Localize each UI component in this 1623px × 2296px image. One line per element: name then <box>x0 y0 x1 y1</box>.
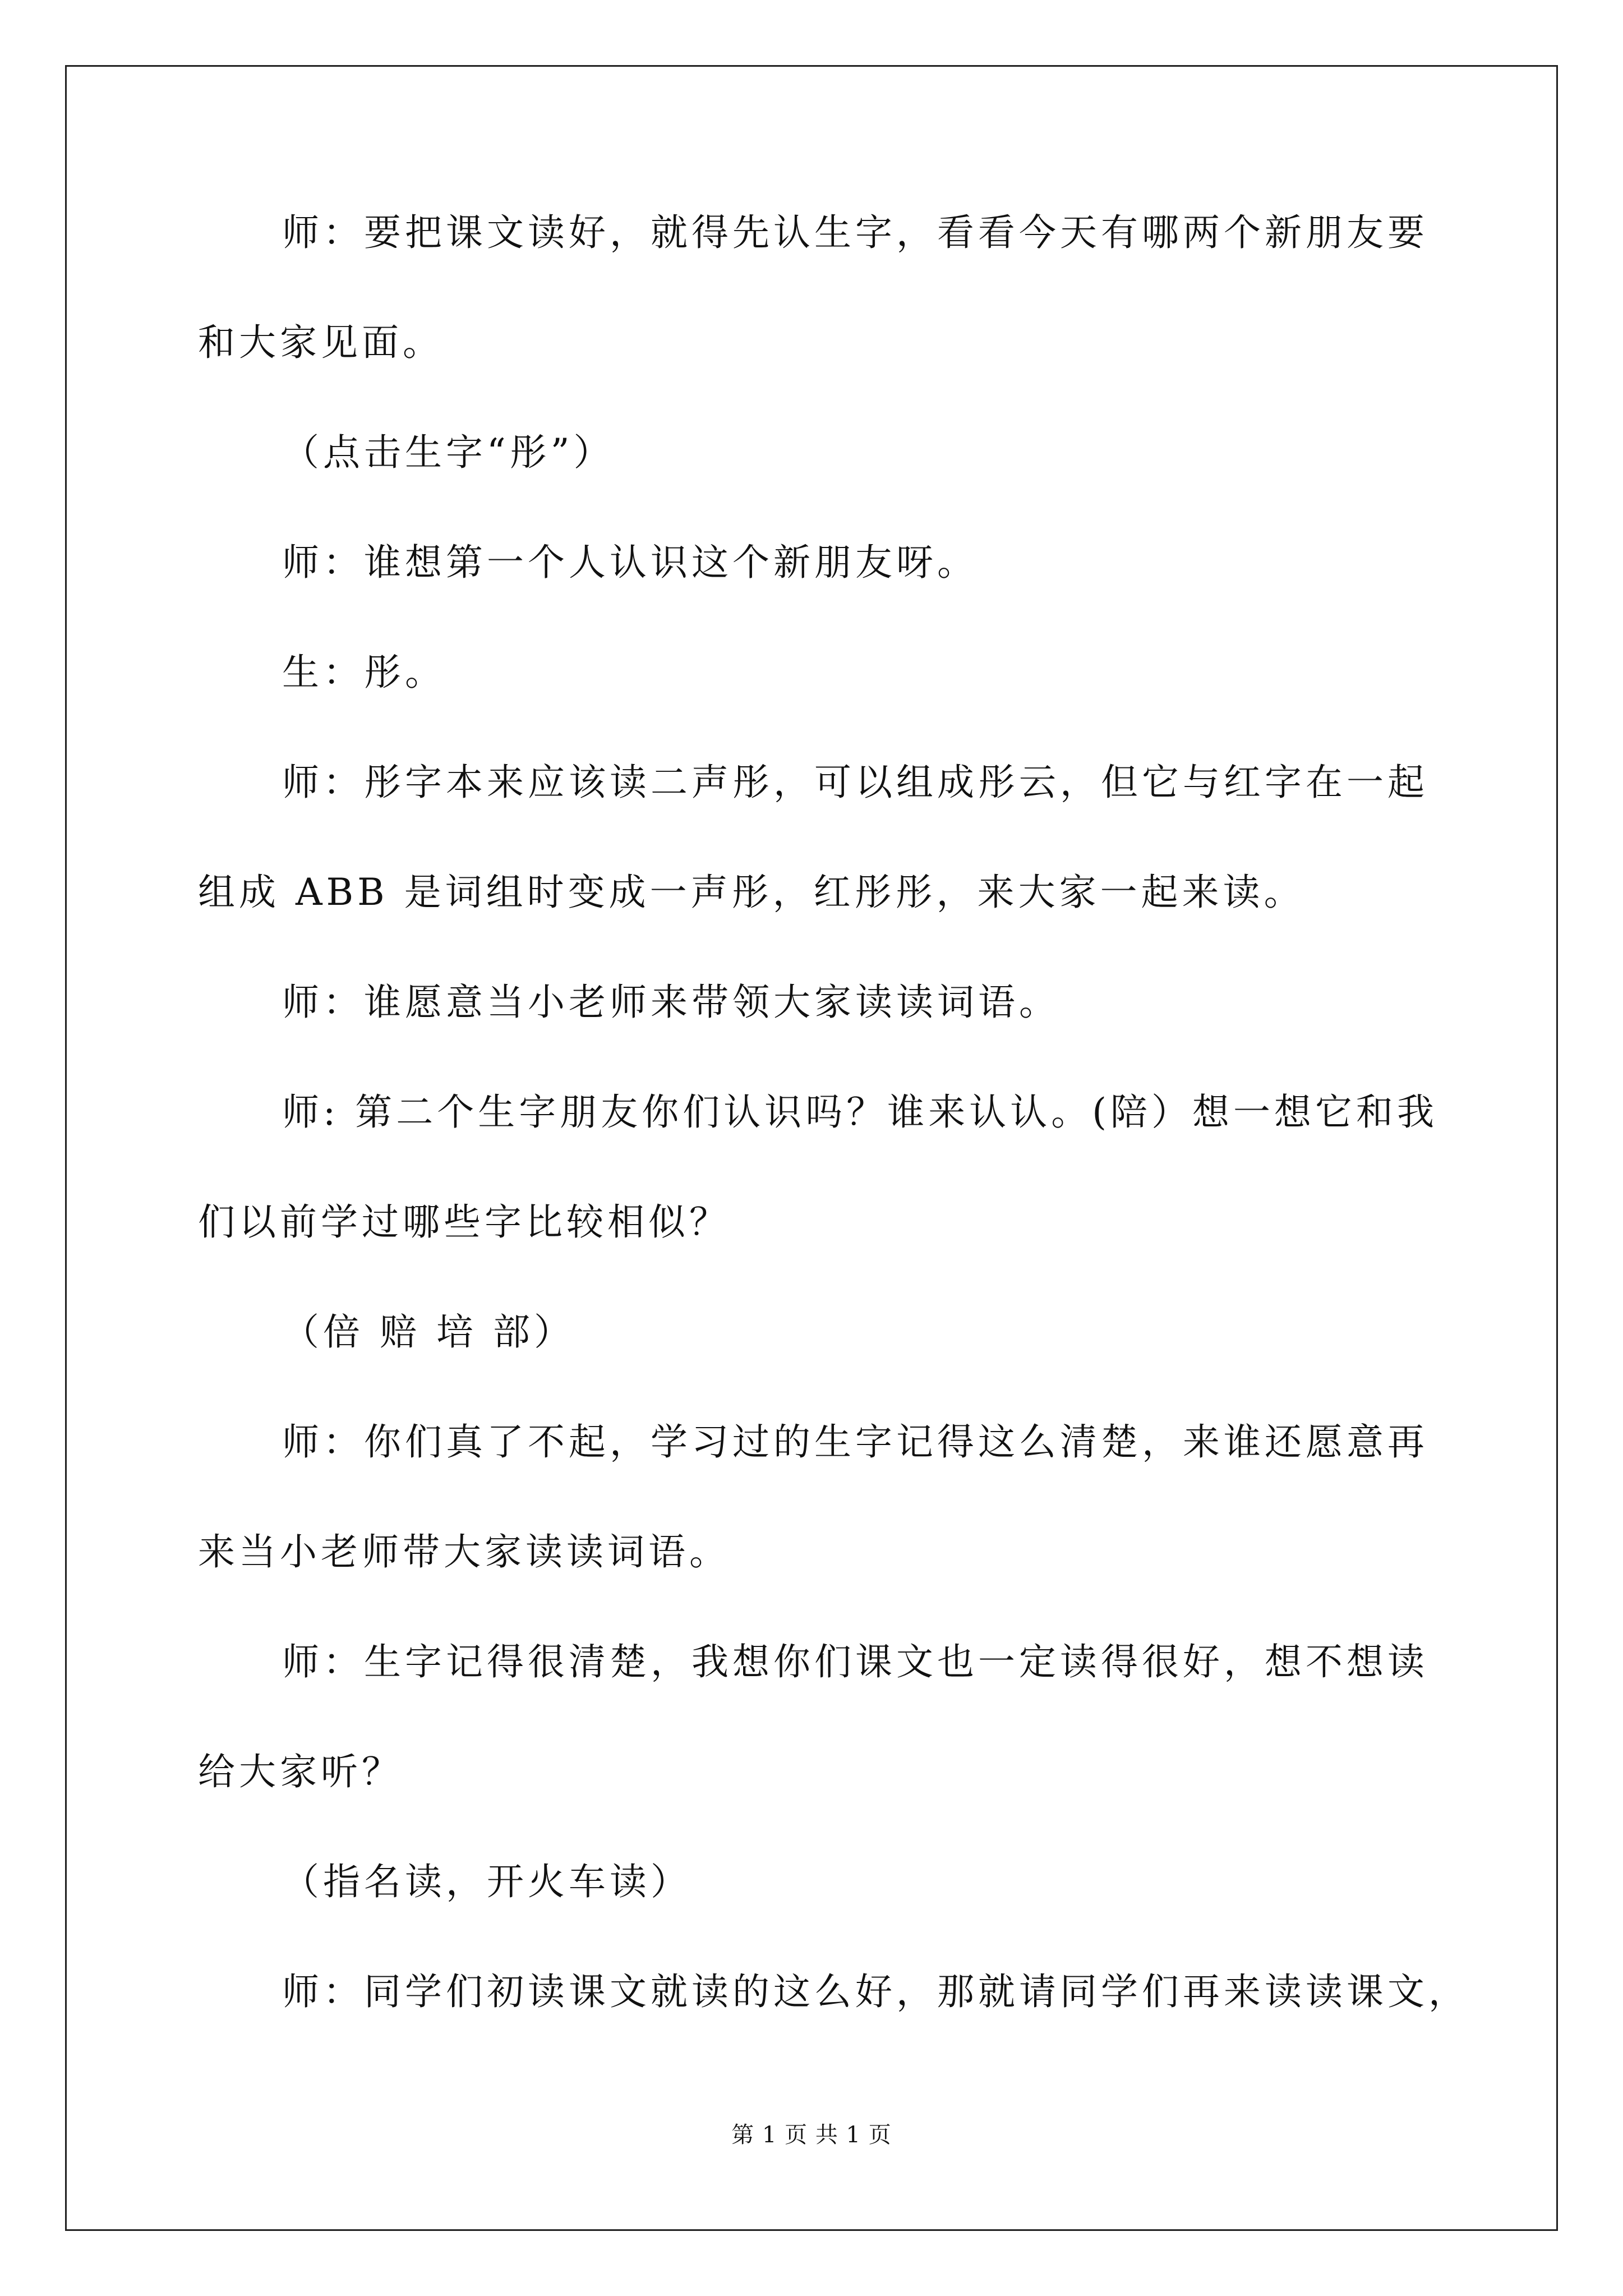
paragraph-line: 师：你们真了不起，学习过的生字记得这么清楚，来谁还愿意再 <box>282 1420 1428 1464</box>
paragraph-line: 师：同学们初读课文就读的这么好，那就请同学们再来读读课文， <box>282 1970 1469 2013</box>
paragraph-line: （倍 赔 培 部） <box>282 1310 575 1354</box>
paragraph-line: 来当小老师带大家读读词语。 <box>198 1530 730 1573</box>
page-number-footer: 第 1 页 共 1 页 <box>731 2122 892 2148</box>
paragraph-line: 师：生字记得很清楚，我想你们课文也一定读得很好，想不想读 <box>282 1640 1428 1683</box>
paragraph-line: 师：谁愿意当小老师来带领大家读读词语。 <box>282 981 1060 1024</box>
paragraph-line: 师：彤字本来应该读二声彤，可以组成彤云，但它与红字在一起 <box>282 761 1428 804</box>
paragraph-line: 生：彤。 <box>282 651 446 694</box>
paragraph-line: 和大家见面。 <box>198 321 444 364</box>
paragraph-line: 师：谁想第一个人认识这个新朋友呀。 <box>282 541 978 584</box>
page-border <box>65 65 1558 2231</box>
paragraph-line: （指名读，开火车读） <box>282 1860 691 1903</box>
paragraph-line: 给大家听？ <box>198 1750 403 1793</box>
paragraph-line: 们以前学过哪些字比较相似？ <box>198 1200 730 1244</box>
paragraph-line: 组成 ABB 是词组时变成一声彤，红彤彤，来大家一起来读。 <box>198 871 1305 914</box>
paragraph-line: （点击生字“彤”） <box>282 431 615 474</box>
paragraph-line: 师：要把课文读好，就得先认生字，看看今天有哪两个新朋友要 <box>282 211 1428 254</box>
paragraph-line: 师: 第二个生字朋友你们认识吗？谁来认认。(陪）想一想它和我 <box>282 1091 1438 1134</box>
